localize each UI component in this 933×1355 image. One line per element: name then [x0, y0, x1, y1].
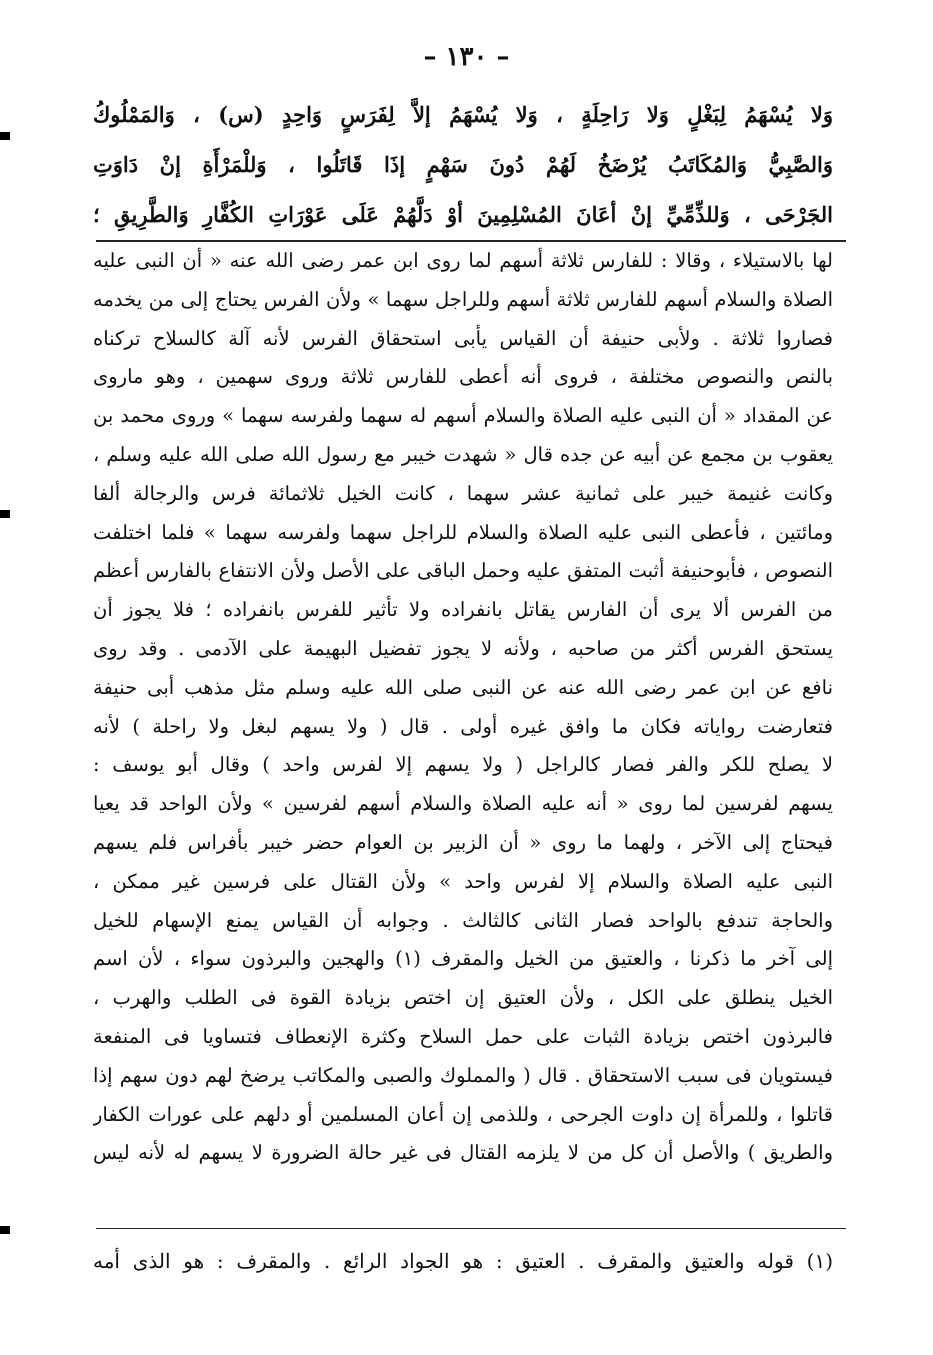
- commentary-line: قاتلوا ، وللمرأة إن داوت الجرحى ، وللذمى إن أعان المسلمين أو دلهم على عورات الكفار: [93, 1102, 833, 1126]
- commentary-line: الصلاة والسلام أسهم للفارس ثلاثة أسهم وللراجل سهما » ولأن الفرس يحتاج إلى من يخدمه: [93, 287, 833, 311]
- matn-text: [93, 90, 833, 240]
- commentary-line: وكانت غنيمة خيبر على ثمانية عشر سهما ، كانت الخيل ثلاثمائة فرس والرجالة ألفا: [93, 481, 833, 505]
- commentary-line: النبى عليه الصلاة والسلام إلا لفرس واحد » ولأن القتال على فرسين غير ممكن ،: [93, 869, 833, 893]
- matn-line: وَلا يُسْهَمُ لِبَغْلٍ وَلا رَاحِلَةٍ ، وَلا يُسْهَمُ إلاَّ لِفَرَسٍ وَاحِدٍ (س) ، وَالمَمْلُوكُ: [93, 102, 833, 127]
- margin-mark: [0, 510, 10, 518]
- commentary-line: والحاجة تندفع بالواحد فصار الثانى كالثالث . وجوابه أن القياس يمنع الإسهام للخيل: [93, 908, 833, 932]
- page-number: – ١٣٠ –: [423, 42, 510, 72]
- commentary-line: فيحتاج إلى الآخر ، ولهما ما روى « أن الزبير بن العوام حضر خيبر بأفراس فلم يسهم: [93, 830, 833, 854]
- commentary-line: ومائتين ، فأعطى النبى عليه الصلاة والسلام للراجل سهما ولفرسه سهما » فلما اختلفت: [93, 520, 833, 544]
- matn-line: الجَرْحَى ، وَللذِّمِّيِّ إنْ أعَانَ المُسْلِمِينَ أوْ دَلَّهُمْ عَلَى عَوْرَاتِ الكُفَّارِ وَالطَّرِيقِ ؛: [93, 202, 833, 227]
- commentary-line: لها بالاستيلاء ، وقالا : للفارس ثلاثة أسهم لما روى ابن عمر رضى الله عنه « أن النبى عليه: [93, 249, 833, 272]
- commentary-line: فيستويان فى سبب الاستحقاق . قال ( والمملوك والصبى والمكاتب يرضخ لهم دون سهم إذا: [93, 1063, 833, 1087]
- commentary-line: الخيل ينطلق على الكل ، ولأن العتيق إن اختص بزيادة القوة فى الطلب والهرب ،: [93, 986, 833, 1010]
- commentary-line: يستحق الفرس أكثر من صاحبه ، ولأنه لا يجوز تفضيل البهيمة على الآدمى . وقد روى: [93, 636, 833, 660]
- commentary-line: لا يصلح للكر والفر فصار كالراجل ( ولا يسهم إلا لفرس واحد ) وقال أبو يوسف :: [93, 753, 833, 777]
- commentary-line: يعقوب بن مجمع عن أبيه عن جده قال « شهدت خيبر مع رسول الله صلى الله عليه وسلم ،: [93, 442, 833, 466]
- commentary-line: إلى آخر ما ذكرنا ، والعتيق من الخيل والمقرف (١) والهجين والبرذون سواء ، لأن اسم: [93, 947, 833, 971]
- commentary-line: عن المقداد « أن النبى عليه الصلاة والسلام أسهم له سهما ولفرسه سهما » وروى محمد بن: [93, 404, 833, 428]
- commentary-text: [93, 242, 833, 1173]
- commentary-line: يسهم لفرسين لما روى « أنه عليه الصلاة والسلام أسهم لفرسين » ولأن الواحد قد يعيا: [93, 792, 833, 816]
- commentary-line: النصوص ، فأبوحنيفة أثبت المتفق عليه وحمل الباقى على الأصل ولأن الانتفاع بالفارس أعظم: [93, 559, 833, 583]
- commentary-line: والطريق ) والأصل أن كل من لا يلزمه القتال فى غير حالة الضرورة لا يسهم له لأنه ليس: [93, 1141, 833, 1165]
- margin-mark: [0, 1226, 10, 1234]
- footnote: [93, 1240, 833, 1282]
- margin-mark: [0, 132, 10, 140]
- matn-line: وَالصَّبِيُّ وَالمُكَاتَبُ يُرْضَخُ لَهُمْ دُونَ سَهْمٍ إذَا قَاتَلُوا ، وَللْمَرْأَةِ إنْ دَاوَتِ: [93, 152, 833, 177]
- commentary-line: بالنص والنصوص مختلفة ، فروى أنه أعطى للفارس ثلاثة وروى سهمين ، وهو ماروى: [93, 365, 833, 389]
- commentary-line: فصاروا ثلاثة . ولأبى حنيفة أن القياس يأبى استحقاق الفرس لأنه آلة كالسلاح تركناه: [93, 326, 833, 350]
- commentary-line: فالبرذون اختص بزيادة الثبات على حمل السلاح وكثرة الإنعطاف فتساويا فى المنفعة: [93, 1024, 833, 1048]
- commentary-line: نافع عن ابن عمر رضى الله عنه عن النبى صلى الله عليه وسلم مثل مذهب أبى حنيفة: [93, 675, 833, 699]
- commentary-line: فتعارضت رواياته فكان ما وافق غيره أولى . قال ( ولا يسهم لبغل ولا راحلة ) لأنه: [93, 714, 833, 738]
- footnote-line: (١) قوله والعتيق والمقرف . العتيق : هو الجواد الرائع . والمقرف : هو الذى أمه: [93, 1249, 833, 1273]
- commentary-line: من الفرس ألا يرى أن الفارس يقاتل بانفراده ولا تأثير للفرس بانفراده ؛ فلا يجوز أن: [93, 598, 833, 622]
- footnote-divider: [96, 1228, 846, 1229]
